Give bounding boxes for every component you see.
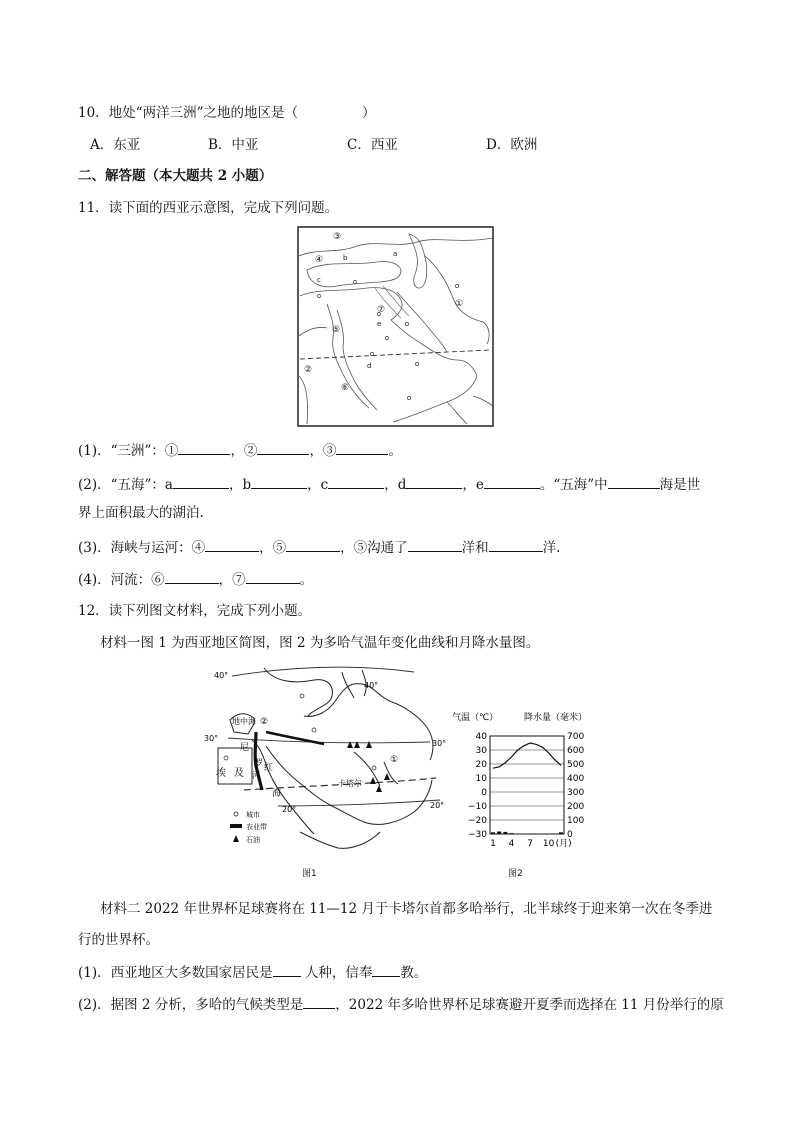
answer-blank[interactable]	[484, 474, 540, 489]
legend-city-label: 城市	[246, 811, 260, 819]
answer-blank[interactable]	[489, 537, 543, 552]
section2-title: 二、解答题（本大题共 2 小题）	[78, 168, 273, 184]
answer-blank[interactable]	[303, 994, 335, 1009]
temp-tick-label: 10	[475, 774, 487, 784]
q11-west-asia-map	[297, 226, 494, 427]
fig1-lat-label: 20°	[282, 805, 297, 814]
map-label-1: ①	[455, 299, 464, 309]
q11-sub2-line2: 界上面积最大的湖泊.	[78, 505, 204, 521]
map-label-b: b	[343, 254, 348, 262]
fig1-caption: 图1	[302, 869, 317, 879]
fig1-place-label: 及	[234, 768, 244, 779]
answer-blank[interactable]	[328, 474, 384, 489]
answer-blank[interactable]	[286, 537, 340, 552]
fig1-place-label: 红	[264, 763, 274, 773]
month-tick-label: 10	[542, 839, 555, 849]
q12-sub1: (1)．西亚地区大多数国家居民是 人种，信奉 教。	[78, 962, 427, 983]
answer-blank[interactable]	[406, 474, 462, 489]
fig1-place-label: ①	[390, 755, 399, 765]
fig1-place-label: 埃	[216, 768, 226, 779]
precip-tick-label: 100	[567, 816, 585, 826]
temp-tick-label: 20	[475, 760, 487, 770]
precip-tick-label: 500	[567, 760, 585, 770]
precip-tick-label: 600	[567, 746, 585, 756]
temp-tick-label: −30	[468, 830, 487, 840]
precip-tick-label: 200	[567, 802, 585, 812]
map-label-2: ②	[304, 365, 313, 375]
fig1-place-label: 罗	[254, 759, 264, 769]
answer-blank[interactable]	[608, 474, 660, 489]
map-label-e: e	[377, 320, 382, 328]
precip-tick-label: 0	[567, 830, 573, 840]
month-tick-label: 4	[508, 839, 515, 849]
answer-blank[interactable]	[336, 440, 388, 455]
precip-tick-label: 700	[567, 732, 585, 742]
q11-sub3: (3)．海峡与运河：④ ，⑤ ，⑤沟通了 洋和 洋.	[78, 537, 560, 558]
q12-material1: 材料一图 1 为西亚地区简图，图 2 为多哈气温年变化曲线和月降水量图。	[100, 635, 540, 651]
temp-tick-label: −10	[468, 802, 487, 812]
q11-sub4: (4)．河流：⑥ ，⑦ 。	[78, 569, 313, 590]
q11-stem: 11．读下面的西亚示意图，完成下列问题。	[78, 200, 339, 216]
fig1-place-label: 地中海	[232, 717, 256, 726]
q12-sub2: (2)．据图 2 分析，多哈的气候类型是 ，2022 年多哈世界杯足球赛避开夏季而选择在 11 月份举行的原	[78, 994, 724, 1015]
map-label-c: c	[317, 276, 321, 284]
fig1-lat-label: 20°	[430, 801, 445, 810]
q12-stem: 12．读下列图文材料，完成下列小题。	[78, 603, 312, 619]
temp-tick-label: 40	[475, 732, 487, 742]
map-label-a: a	[393, 250, 398, 258]
answer-blank[interactable]	[251, 474, 307, 489]
fig1-lat-label: 30°	[432, 739, 447, 748]
map-label-5: ⑤	[332, 325, 341, 335]
q10-option-c[interactable]: C．西亚	[347, 137, 398, 153]
precip-bar	[510, 833, 514, 834]
answer-blank[interactable]	[257, 440, 309, 455]
answer-blank[interactable]	[178, 440, 230, 455]
temp-tick-label: 0	[481, 788, 487, 798]
fig2-precip-title: 降水量（毫米）	[524, 713, 588, 723]
fig2-caption: 图2	[508, 869, 523, 879]
fig2-temp-title: 气温（℃）	[452, 713, 499, 723]
month-unit-label: (月)	[555, 839, 572, 849]
fig1-lat-label: 40°	[214, 671, 229, 680]
q11-sub1: (1)．“三洲”：① ，② ，③ 。	[78, 440, 402, 461]
fig1-lat-label: 40°	[364, 681, 379, 690]
answer-blank[interactable]	[165, 569, 219, 584]
answer-blank[interactable]	[372, 962, 400, 977]
precip-bar	[559, 832, 563, 834]
fig1-place-label: 卡塔尔	[338, 779, 362, 788]
q10-stem: 10．地处“两洋三洲”之地的地区是（ ）	[78, 105, 376, 121]
month-tick-label: 1	[490, 839, 496, 849]
fig1-place-label: 海	[272, 789, 282, 799]
q10-option-b[interactable]: B．中亚	[208, 137, 259, 153]
precip-bar	[503, 832, 507, 834]
month-tick-label: 7	[527, 839, 533, 849]
legend-oil-icon	[233, 835, 239, 842]
precip-tick-label: 400	[567, 774, 585, 784]
q10-option-a[interactable]: A．东亚	[90, 137, 141, 153]
fig1-place-label: 河	[252, 771, 260, 780]
precip-bar	[491, 832, 495, 834]
q12-fig2-climate-chart	[452, 708, 624, 850]
q12-fig1-map	[204, 662, 450, 860]
temperature-line	[493, 743, 561, 768]
precip-bar	[497, 831, 501, 834]
answer-blank[interactable]	[205, 537, 259, 552]
fig1-place-label: 尼	[240, 743, 250, 753]
legend-city-icon	[234, 812, 238, 816]
precip-tick-label: 300	[567, 788, 585, 798]
answer-blank[interactable]	[246, 569, 300, 584]
answer-blank[interactable]	[273, 962, 301, 977]
temp-tick-label: −20	[468, 816, 487, 826]
temp-tick-label: 30	[475, 746, 487, 756]
map-label-7: ⑦	[377, 305, 386, 315]
q12-material2-line1: 材料二 2022 年世界杯足球赛将在 11—12 月于卡塔尔首都多哈举行，北半球终于迎来第一次在冬季进	[100, 901, 713, 917]
map-label-6: ⑥	[341, 383, 350, 393]
answer-blank[interactable]	[408, 537, 462, 552]
map-label-3: ③	[333, 232, 342, 242]
q11-sub2: (2)．“五海”：a ，b ，c ，d ，e 。“五海”中 海是世	[78, 474, 700, 495]
legend-farm-belt-label: 农业带	[246, 823, 267, 831]
q10-option-d[interactable]: D．欧洲	[486, 137, 538, 153]
fig1-lat-label: 30°	[204, 734, 219, 743]
map-label-4: ④	[315, 255, 324, 265]
q12-material2-line2: 行的世界杯。	[78, 932, 159, 948]
answer-blank[interactable]	[173, 474, 229, 489]
map-label-d: d	[367, 362, 372, 370]
fig1-place-label: ②	[260, 717, 269, 727]
legend-farm-belt-icon	[230, 824, 242, 828]
legend-oil-label: 石油	[246, 836, 260, 844]
